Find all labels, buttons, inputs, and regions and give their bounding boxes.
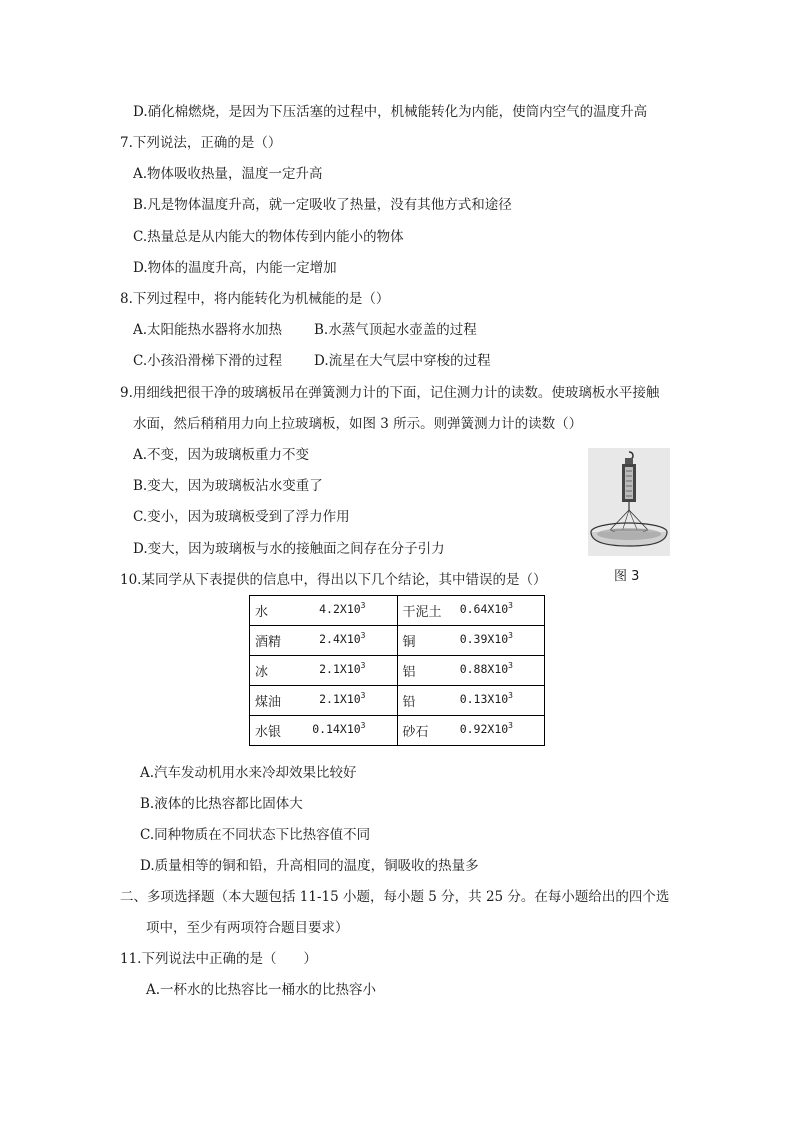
section2-heading-line2: 项中，至少有两项符合题目要求） — [146, 920, 349, 936]
table-cell — [397, 716, 545, 746]
table-row — [250, 716, 545, 746]
table-cell — [397, 656, 545, 686]
table-row — [250, 626, 545, 656]
specific-heat-value — [319, 601, 391, 616]
value-exponent: 3 — [508, 601, 513, 610]
value-base: 0.14X10 — [312, 721, 361, 736]
substance-name: 砂石 — [402, 725, 429, 740]
q9-option-d: D.变大，因为玻璃板与水的接触面之间存在分子引力 — [133, 541, 445, 557]
substance-name: 铅 — [402, 695, 416, 710]
q11-option-a: A.一杯水的比热容比一桶水的比热容小 — [146, 982, 377, 998]
specific-heat-value — [460, 631, 539, 646]
table-cell — [250, 686, 398, 716]
q8-options-row1 — [133, 321, 477, 339]
value-base: 2.4X10 — [319, 631, 361, 646]
table-row — [250, 656, 545, 686]
value-base: 0.64X10 — [459, 601, 509, 616]
substance-name: 冰 — [255, 665, 269, 680]
specific-heat-value — [460, 601, 539, 616]
q8-option-d: D.流星在大气层中穿梭的过程 — [314, 353, 491, 369]
q10-option-b: B.液体的比热容都比固体大 — [140, 796, 303, 812]
q10-option-c: C.同种物质在不同状态下比热容值不同 — [140, 827, 371, 843]
specific-heat-value — [319, 661, 391, 676]
substance-name: 水 — [255, 605, 269, 620]
substance-name: 煤油 — [255, 695, 282, 710]
specific-heat-value — [460, 721, 539, 736]
table-row — [250, 596, 545, 626]
specific-heat-value — [460, 691, 539, 706]
substance-name: 水银 — [255, 725, 282, 740]
value-exponent: 3 — [508, 691, 513, 700]
spring-scale-figure — [588, 448, 670, 556]
substance-name: 酒精 — [255, 635, 282, 650]
table-cell — [250, 656, 398, 686]
q7-option-b: B.凡是物体温度升高，就一定吸收了热量，没有其他方式和途径 — [133, 197, 512, 213]
substance-name: 干泥土 — [402, 605, 442, 620]
value-exponent: 3 — [508, 661, 513, 670]
value-base: 2.1X10 — [319, 691, 361, 706]
q6-option-d: D.硝化棉燃烧，是因为下压活塞的过程中，机械能转化为内能，使筒内空气的温度升高 — [133, 104, 648, 120]
q9-stem-line1: 9.用细线把很干净的玻璃板吊在弹簧测力计的下面，记住测力计的读数。使玻璃板水平接触 — [120, 385, 660, 401]
q8-options-row2 — [133, 352, 491, 370]
q11-stem: 11.下列说法中正确的是（ ） — [120, 951, 317, 967]
specific-heat-value — [312, 721, 391, 736]
table-row — [250, 686, 545, 716]
value-exponent: 3 — [508, 721, 513, 730]
value-base: 0.39X10 — [459, 631, 509, 646]
specific-heat-table — [249, 595, 545, 746]
q9-option-c: C.变小，因为玻璃板受到了浮力作用 — [133, 509, 350, 525]
specific-heat-value — [460, 661, 539, 676]
q7-option-c: C.热量总是从内能大的物体传到内能小的物体 — [133, 229, 404, 245]
q8-option-a: A.太阳能热水器将水加热 — [133, 322, 283, 338]
q9-stem-line2: 水面，然后稍稍用力向上拉玻璃板，如图 3 所示。则弹簧测力计的读数（） — [133, 416, 583, 432]
value-exponent: 3 — [360, 631, 366, 640]
value-base: 4.2X10 — [319, 601, 361, 616]
value-base: 0.92X10 — [459, 721, 509, 736]
value-base: 0.88X10 — [459, 661, 509, 676]
table-cell — [250, 716, 398, 746]
q8-option-c: C.小孩沿滑梯下滑的过程 — [133, 353, 283, 369]
value-exponent: 3 — [360, 601, 366, 610]
substance-name: 铜 — [402, 635, 416, 650]
figure-3-caption: 图 3 — [614, 569, 640, 584]
q10-option-d: D.质量相等的铜和铅，升高相同的温度，铜吸收的热量多 — [140, 858, 479, 874]
q7-option-d: D.物体的温度升高，内能一定增加 — [133, 260, 337, 276]
value-exponent: 3 — [360, 721, 366, 730]
q9-option-a: A.不变，因为玻璃板重力不变 — [133, 447, 310, 463]
q8-option-b: B.水蒸气顶起水壶盖的过程 — [314, 322, 477, 338]
table-cell — [397, 596, 545, 626]
table-cell — [250, 596, 398, 626]
q8-stem: 8.下列过程中，将内能转化为机械能的是（） — [120, 291, 390, 307]
value-exponent: 3 — [360, 661, 366, 670]
table-cell — [250, 626, 398, 656]
q9-option-b: B.变大，因为玻璃板沾水变重了 — [133, 478, 323, 494]
value-exponent: 3 — [508, 631, 513, 640]
q7-stem: 7.下列说法，正确的是（） — [120, 135, 282, 151]
specific-heat-value — [319, 691, 391, 706]
value-exponent: 3 — [360, 691, 366, 700]
specific-heat-value — [319, 631, 391, 646]
q7-option-a: A.物体吸收热量，温度一定升高 — [133, 166, 323, 182]
q10-stem: 10.某同学从下表提供的信息中，得出以下几个结论，其中错误的是（） — [120, 572, 547, 588]
value-base: 2.1X10 — [319, 661, 361, 676]
q10-option-a: A.汽车发动机用水来冷却效果比较好 — [140, 765, 357, 781]
value-base: 0.13X10 — [459, 691, 509, 706]
table-cell — [397, 626, 545, 656]
table-cell — [397, 686, 545, 716]
section2-heading-line1: 二、多项选择题（本大题包括 11-15 小题，每小题 5 分，共 25 分。在每小题给出的四个选 — [120, 889, 670, 905]
substance-name: 铝 — [402, 665, 416, 680]
